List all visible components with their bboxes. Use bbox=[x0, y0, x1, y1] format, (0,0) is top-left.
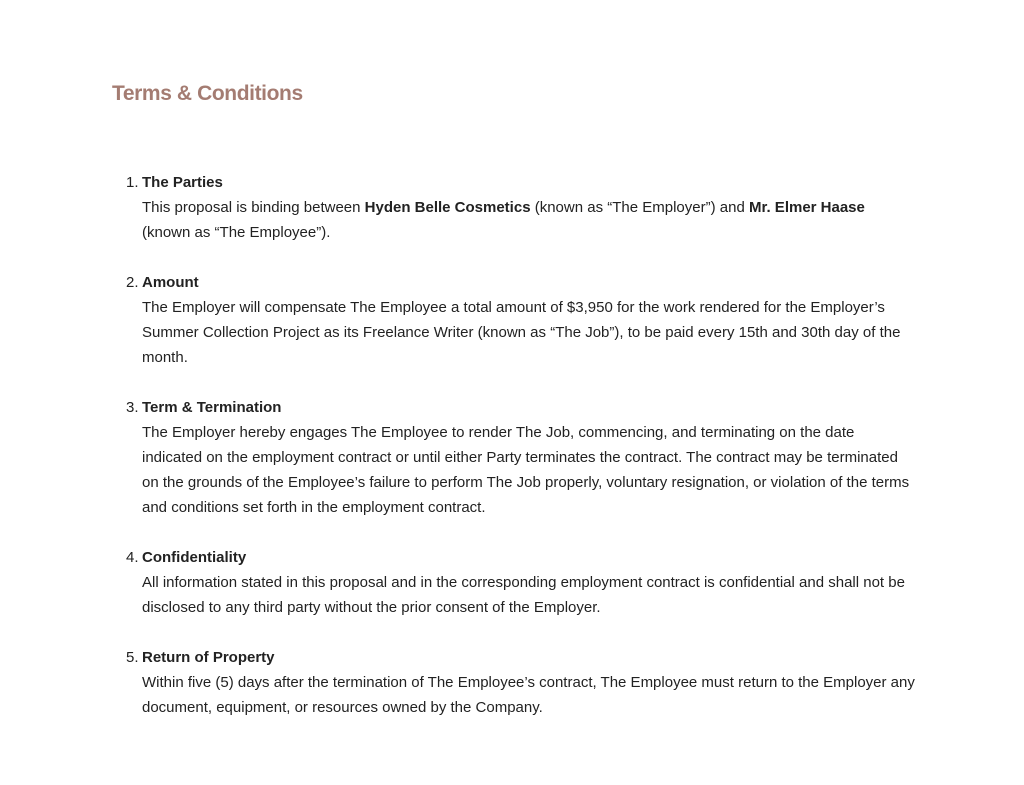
section-heading: The Parties bbox=[142, 174, 223, 191]
section-heading: Amount bbox=[142, 274, 199, 291]
body-text: (known as “The Employee”). bbox=[142, 224, 331, 241]
terms-list bbox=[126, 170, 917, 745]
term-section-confidentiality bbox=[126, 545, 917, 620]
body-text: This proposal is binding between bbox=[142, 199, 365, 216]
section-heading: Term & Termination bbox=[142, 399, 282, 416]
section-body: All information stated in this proposal and in the corresponding employment contract is confidential and shall not be disclosed to any third party without the prior consent of the Employer. bbox=[142, 574, 905, 616]
section-body bbox=[142, 195, 917, 245]
term-section-parties bbox=[126, 170, 917, 245]
section-number: 4. bbox=[126, 549, 139, 566]
section-number: 2. bbox=[126, 274, 139, 291]
section-number: 1. bbox=[126, 174, 139, 191]
section-body: The Employer will compensate The Employee a total amount of $3,950 for the work rendered for the Employer’s Summer Collection Project as its Freelance Writer (known as “The Job”), to be paid every 15th and 30th day of the month. bbox=[142, 299, 901, 366]
body-text: (known as “The Employer”) and bbox=[530, 199, 749, 216]
section-body: The Employer hereby engages The Employee to render The Job, commencing, and terminating on the date indicated on the employment contract or until either Party terminates the contract. The contract may be terminated on the grounds of the Employee’s failure to perform The Job properly, voluntary resignation, or violation of the terms and conditions set forth in the employment contract. bbox=[142, 424, 910, 516]
section-number: 5. bbox=[126, 649, 139, 666]
term-section-return-of-property bbox=[126, 645, 917, 720]
page-title: Terms & Conditions bbox=[112, 82, 303, 105]
section-heading: Return of Property bbox=[142, 649, 275, 666]
term-section-amount bbox=[126, 270, 917, 370]
term-section-termination bbox=[126, 395, 917, 520]
employer-name: Hyden Belle Cosmetics bbox=[364, 199, 531, 216]
section-body: Within five (5) days after the termination of The Employee’s contract, The Employee must return to the Employer any document, equipment, or resources owned by the Company. bbox=[142, 674, 915, 716]
section-number: 3. bbox=[126, 399, 139, 416]
section-heading: Confidentiality bbox=[142, 549, 247, 566]
employee-name: Mr. Elmer Haase bbox=[748, 199, 865, 216]
